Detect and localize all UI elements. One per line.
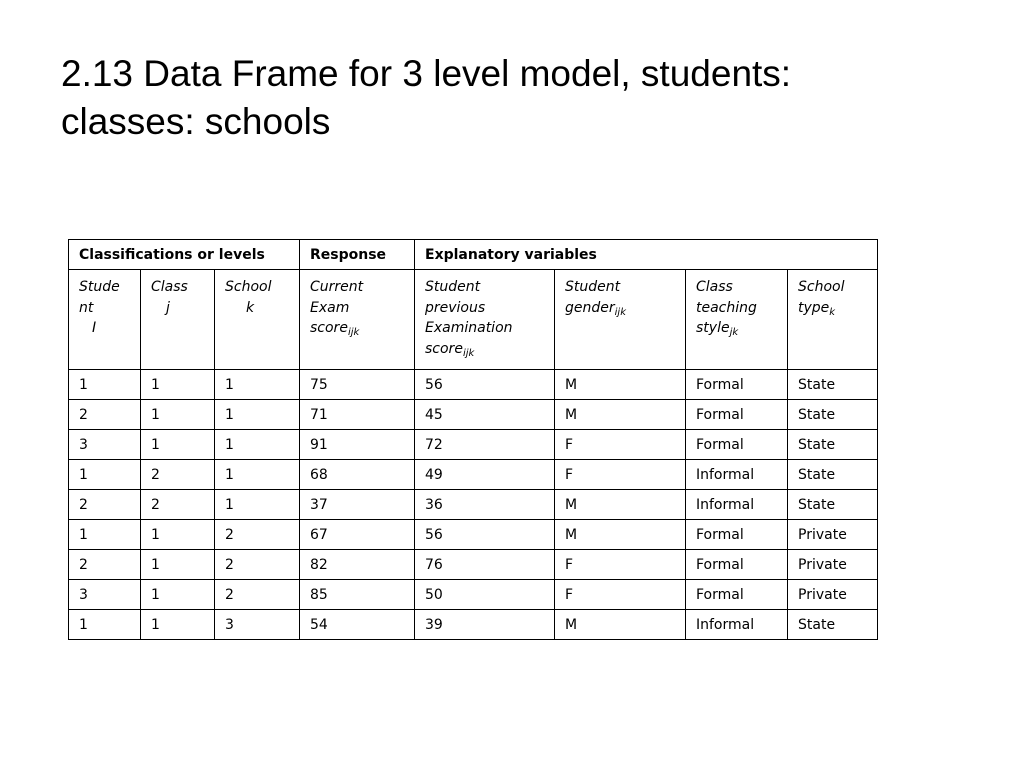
group-header-row [69,240,878,270]
group-header-explanatory: Explanatory variables [415,240,878,270]
cell-teaching-style: Informal [686,460,788,490]
cell-school-type: State [788,370,878,400]
cell-school-type: State [788,400,878,430]
current-exam-line1: Current [310,279,364,295]
cell-school-type: State [788,490,878,520]
subheader-gender [555,270,686,370]
cell-current-exam: 71 [300,400,415,430]
cell-teaching-style: Formal [686,550,788,580]
subheader-school-type [788,270,878,370]
subheader-student [69,270,141,370]
teaching-style-line3 [696,318,787,339]
school-type-line1: School [798,279,845,295]
gender-line1: Student [565,279,621,295]
cell-school-type: State [788,430,878,460]
title-line-2: classes: schools [61,101,331,142]
cell-current-exam: 68 [300,460,415,490]
cell-school: 1 [215,490,300,520]
teaching-style-word: style [696,320,730,336]
cell-gender: F [555,430,686,460]
cell-class: 1 [141,550,215,580]
cell-class: 2 [141,460,215,490]
cell-gender: F [555,460,686,490]
cell-class: 1 [141,370,215,400]
cell-student: 1 [69,610,141,640]
group-header-response: Response [300,240,415,270]
gender-line2 [565,298,685,319]
table-row [69,550,878,580]
school-type-line2 [798,298,877,319]
table-row [69,490,878,520]
cell-current-exam: 67 [300,520,415,550]
cell-current-exam: 85 [300,580,415,610]
title-line-1: 2.13 Data Frame for 3 level model, students: [61,53,792,94]
cell-teaching-style: Formal [686,400,788,430]
cell-class: 1 [141,580,215,610]
previous-exam-subscript: ijk [462,347,475,359]
cell-gender: M [555,370,686,400]
previous-exam-line3: Examination [425,320,513,336]
subheader-student-line1: Stude [79,279,120,295]
table-row [69,400,878,430]
table-row [69,520,878,550]
group-header-classifications: Classifications or levels [69,240,300,270]
cell-student: 2 [69,400,141,430]
cell-current-exam: 91 [300,430,415,460]
cell-class: 1 [141,520,215,550]
cell-school: 2 [215,580,300,610]
gender-subscript: ijk [614,306,626,318]
cell-gender: M [555,520,686,550]
cell-school: 3 [215,610,300,640]
current-exam-score-word: score [310,320,348,336]
previous-exam-line2: previous [425,299,486,316]
sub-header-row [69,270,878,370]
cell-school: 1 [215,460,300,490]
table-row [69,430,878,460]
subheader-school-index: k [246,299,255,316]
table-row [69,580,878,610]
cell-school-type: Private [788,550,878,580]
table-row [69,460,878,490]
cell-class: 2 [141,490,215,520]
cell-previous-exam: 56 [415,370,555,400]
cell-school-type: Private [788,580,878,610]
cell-gender: F [555,550,686,580]
gender-word: gender [565,299,615,316]
cell-student: 3 [69,430,141,460]
cell-student: 2 [69,490,141,520]
cell-gender: F [555,580,686,610]
cell-student: 1 [69,460,141,490]
subheader-student-index: I [92,320,97,336]
cell-school: 2 [215,550,300,580]
cell-gender: M [555,490,686,520]
cell-teaching-style: Formal [686,580,788,610]
school-type-subscript: k [829,306,836,318]
subheader-school [215,270,300,370]
cell-previous-exam: 39 [415,610,555,640]
teaching-style-subscript: jk [729,327,739,338]
teaching-style-line2: teaching [696,299,757,316]
subheader-class-name: Class [151,279,188,295]
table-row [69,370,878,400]
table-row [69,610,878,640]
cell-previous-exam: 49 [415,460,555,490]
cell-previous-exam: 36 [415,490,555,520]
cell-class: 1 [141,430,215,460]
cell-teaching-style: Informal [686,490,788,520]
teaching-style-line1: Class [696,279,733,295]
cell-previous-exam: 45 [415,400,555,430]
current-exam-subscript: ijk [347,327,360,338]
cell-class: 1 [141,400,215,430]
subheader-previous-exam [415,270,555,370]
current-exam-line3 [310,318,414,339]
slide-title [61,50,961,146]
cell-school-type: Private [788,520,878,550]
cell-gender: M [555,400,686,430]
cell-student: 3 [69,580,141,610]
cell-school: 1 [215,430,300,460]
cell-school: 2 [215,520,300,550]
cell-teaching-style: Formal [686,430,788,460]
cell-student: 1 [69,370,141,400]
cell-previous-exam: 56 [415,520,555,550]
current-exam-line2: Exam [310,299,350,316]
cell-school-type: State [788,610,878,640]
cell-school: 1 [215,400,300,430]
cell-teaching-style: Formal [686,520,788,550]
previous-exam-score-word: score [425,340,463,357]
cell-current-exam: 54 [300,610,415,640]
cell-teaching-style: Informal [686,610,788,640]
previous-exam-line1: Student [425,279,481,295]
cell-current-exam: 82 [300,550,415,580]
cell-previous-exam: 50 [415,580,555,610]
cell-previous-exam: 76 [415,550,555,580]
subheader-student-line2: nt [79,299,94,316]
previous-exam-line4 [425,339,554,360]
cell-gender: M [555,610,686,640]
cell-school-type: State [788,460,878,490]
subheader-class-index: j [166,299,170,316]
cell-school: 1 [215,370,300,400]
data-frame-table [68,239,878,640]
cell-class: 1 [141,610,215,640]
cell-teaching-style: Formal [686,370,788,400]
subheader-teaching-style [686,270,788,370]
cell-student: 2 [69,550,141,580]
cell-previous-exam: 72 [415,430,555,460]
school-type-word: type [798,299,830,316]
cell-current-exam: 75 [300,370,415,400]
subheader-class [141,270,215,370]
cell-student: 1 [69,520,141,550]
subheader-school-name: School [225,279,272,295]
cell-current-exam: 37 [300,490,415,520]
subheader-current-exam [300,270,415,370]
